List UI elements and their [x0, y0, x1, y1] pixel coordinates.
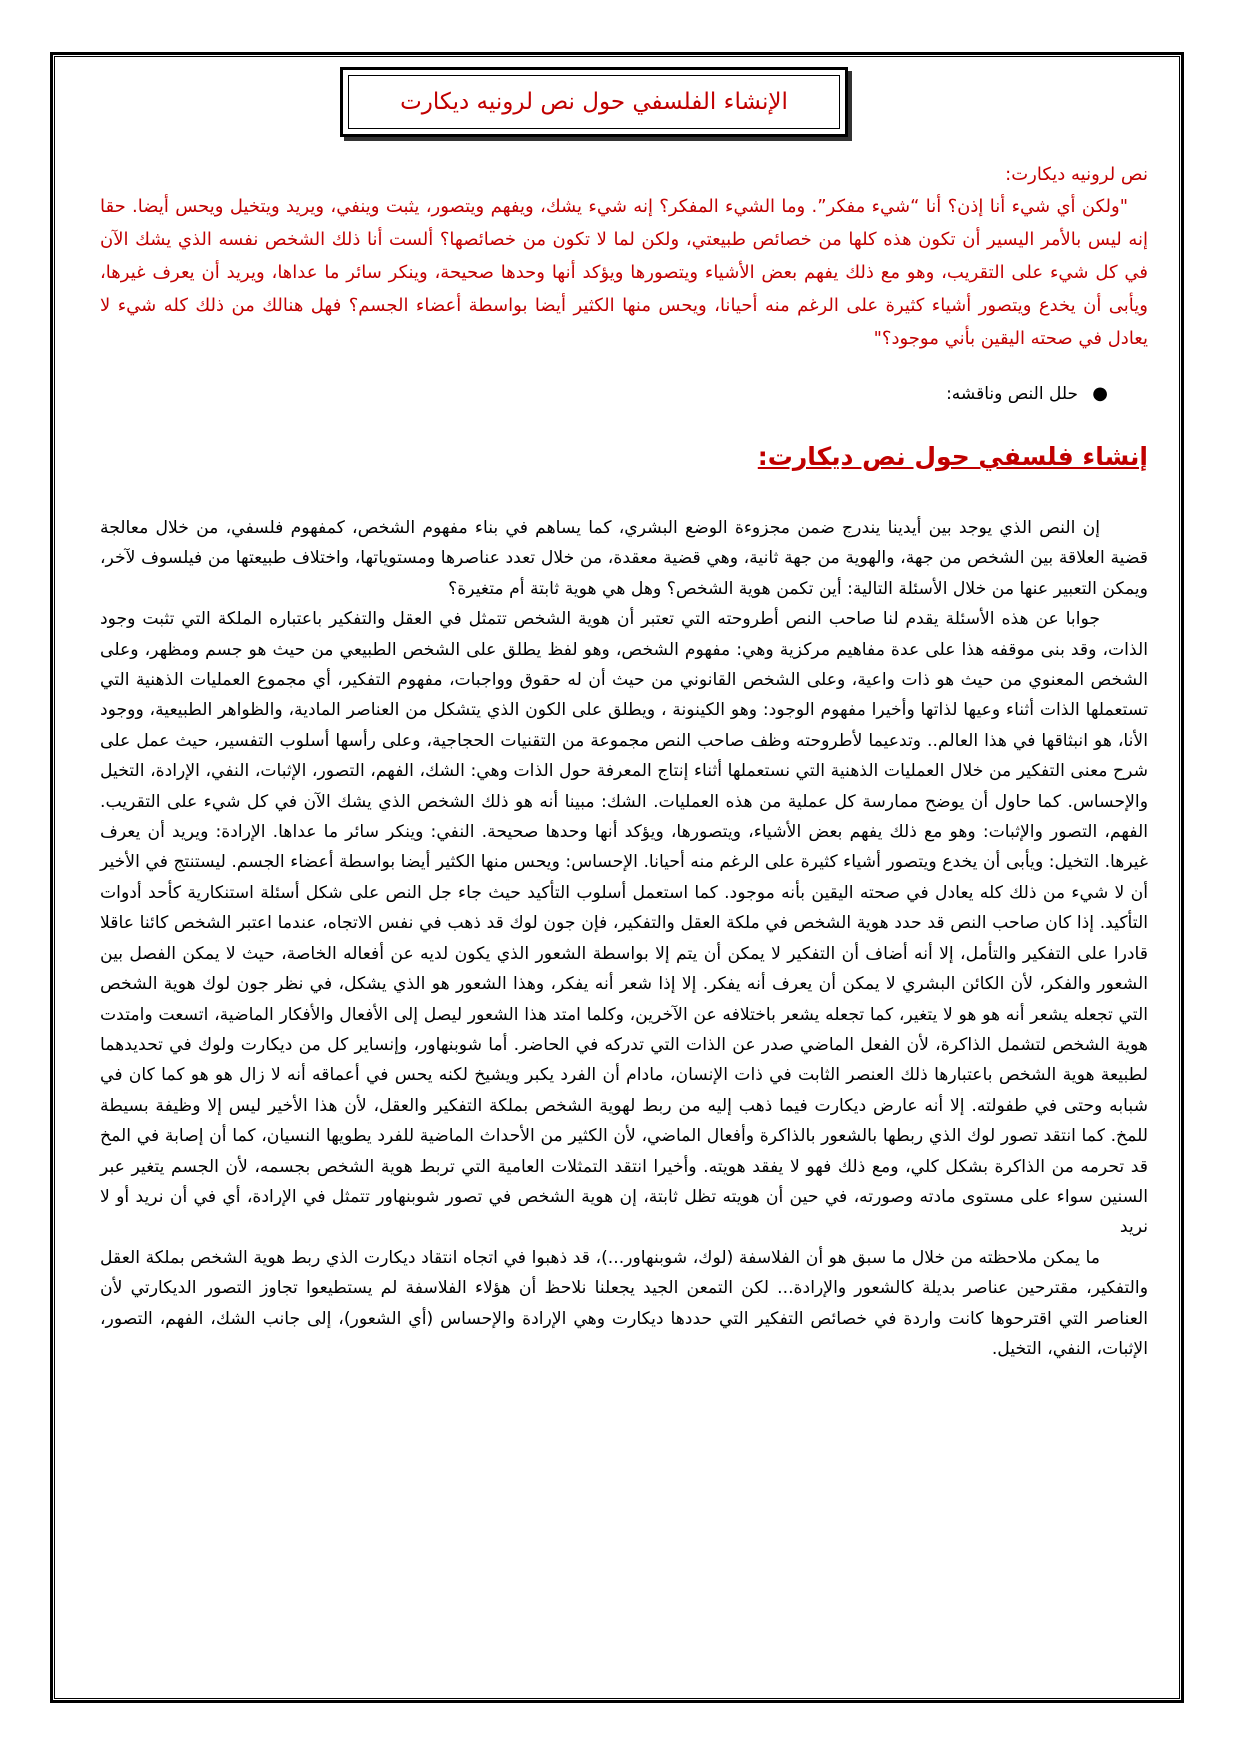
- title-box: [340, 67, 848, 137]
- task-text: حلل النص وناقشه:: [946, 384, 1078, 404]
- bullet-icon: ●: [1092, 383, 1108, 404]
- descartes-quote: "ولكن أي شيء أنا إذن؟ أنا “شيء مفكر”. وما الشيء المفكر؟ إنه شيء يشك، ويفهم ويتصور، يثبت وينفي، ويريد ويتخيل ويحس أيضا. حقا إنه ليس بالأمر اليسير أن تكون هذه كلها من خصائص طبيعتي، ولكن لما لا تكون من خصائصها؟ ألست أنا ذلك الشخص نفسه الذي يشك الآن في كل شيء على التقريب، وهو مع ذلك يفهم بعض الأشياء ويتصورها ويؤكد أنها وحدها صحيحة، وينكر سائر ما عداها، ويريد أن يعرف غيرها، ويأبى أن يخدع ويتصور أشياء كثيرة على الرغم منه أحيانا، ويحس منها الكثير أيضا بواسطة أعضاء الجسم؟ فهل هنالك من ذلك كله شيء لا يعادل في صحته اليقين بأني موجود؟": [100, 196, 1148, 349]
- task-list: [100, 379, 1148, 409]
- essay-body: [100, 513, 1148, 1364]
- essay-paragraph-intro: إن النص الذي يوجد بين أيدينا يندرج ضمن مجزوءة الوضع البشري، كما يساهم في بناء مفهوم الشخص، كمفهوم فلسفي، من خلال معالجة قضية العلاقة بين الشخص من جهة، والهوية من جهة ثانية، وهي قضية معقدة، من خلال تعدد عناصرها ومستوياتها، واختلاف طبيعتها من فيلسوف لآخر، ويمكن التعبير عنها من خلال الأسئلة التالية: أين تكمن هوية الشخص؟ وهل هي هوية ثابتة أم متغيرة؟: [100, 518, 1148, 599]
- task-item: [100, 379, 1108, 409]
- source-label: نص لرونيه ديكارت:: [1005, 164, 1148, 185]
- essay-paragraph-conclusion: ما يمكن ملاحظته من خلال ما سبق هو أن الفلاسفة (لوك، شوبنهاور...)، قد ذهبوا في اتجاه انتقاد ديكارت الذي ربط هوية الشخص بملكة العقل والتفكير، مقترحين عناصر بديلة كالشعور والإرادة... لكن التمعن الجيد يجعلنا نلاحظ أن هؤلاء الفلاسفة لم يستطيعوا تجاوز التصور الديكارتي لأن العناصر التي اقترحوها كانت واردة في خصائص التفكير التي حددها ديكارت وهي الإرادة والإحساس (أي الشعور)، إلى جانب الشك، الفهم، التصور، الإثبات، النفي، التخيل.: [100, 1247, 1148, 1359]
- essay-heading: إنشاء فلسفي حول نص ديكارت:: [757, 442, 1148, 471]
- document-body: [100, 160, 1148, 1364]
- essay-paragraph-analysis: جوابا عن هذه الأسئلة يقدم لنا صاحب النص أطروحته التي تعتبر أن هوية الشخص تتمثل في العقل والتفكير باعتباره الملكة التي تثبت وجود الذات، وقد بنى موقفه هذا على عدة مفاهيم مركزية وهي: مفهوم الشخص، وهو لفظ يطلق على الشخص الطبيعي من حيث هو جسم ومظهر، وعلى الشخص المعنوي من حيث هو ذات واعية، وعلى الشخص القانوني من حيث أن له حقوق وواجبات، مفهوم التفكير، أي مجموع العمليات الذهنية التي تستعملها الذات أثناء وعيها لذاتها وأخيرا مفهوم الوجود: وهو الكينونة ، ويطلق على الكون الذي يتشكل من العناصر المادية، والظواهر الطبيعية، ووجود الأنا، هو انبثاقها في هذا العالم.. وتدعيما لأطروحته وظف صاحب النص مجموعة من التقنيات الحجاجية، وعلى رأسها أسلوب التفسير، حيث عمل على شرح معنى التفكير من خلال العمليات الذهنية التي نستعملها أثناء إنتاج المعرفة حول الذات وهي: الشك، الفهم، التصور، الإثبات، النفي، الإرادة، التخيل والإحساس. كما حاول أن يوضح ممارسة كل عملية من هذه العمليات. الشك: مبينا أنه هو ذلك الشخص الذي يشك الآن في كل شيء على التقريب. الفهم، التصور والإثبات: وهو مع ذلك يفهم بعض الأشياء، ويتصورها، ويؤكد أنها وحدها صحيحة. النفي: وينكر سائر ما عداها. الإرادة: ويريد أن يعرف غيرها. التخيل: ويأبى أن يخدع ويتصور أشياء كثيرة على الرغم منه أحيانا. الإحساس: ويحس منها الكثير أيضا بواسطة أعضاء الجسم. ليستنتج في الأخير أن لا شيء من ذلك كله يعادل في صحته اليقين بأنه موجود. كما استعمل أسلوب التأكيد حيث جاء جل النص على شكل أسئلة استنكارية كأحد أدوات التأكيد. إذا كان صاحب النص قد حدد هوية الشخص في ملكة العقل والتفكير، فإن جون لوك قد ذهب في نفس الاتجاه، عندما اعتبر الشخص كائنا عاقلا قادرا على التفكير والتأمل، إلا أنه أضاف أن التفكير لا يمكن أن يتم إلا بواسطة الشعور الذي يكون لديه عن أفعاله الخاصة، حيث لا يمكن الفصل بين الشعور والفكر، لأن الكائن البشري لا يمكن أن يعرف أنه يفكر. إلا إذا شعر أنه يفكر، وهذا الشعور هو الذي يشكل، في نظر جون لوك هوية الشخص التي تجعله يشعر أنه هو هو لا يتغير، كما تجعله يشعر باختلافه عن الآخرين، وكلما امتد هذا الشعور ليصل إلى الأفعال والأفكار الماضية، اتسعت وامتدت هوية الشخص لتشمل الذاكرة، لأن الفعل الماضي صدر عن الذات التي تدركه في الحاضر. أما شوبنهاور، وإنساير كل من ديكارت ولوك في تحديدهما لطبيعة هوية الشخص باعتبارها ذلك العنصر الثابت في ذات الإنسان، مادام أن الفرد يكبر ويشيخ لكنه يحس في أعماقه أنه لا زال هو هو كما كان في شبابه وحتى في طفولته. إلا أنه عارض ديكارت فيما ذهب إليه من ربط لهوية الشخص بملكة التفكير والعقل، لأن هذا الأخير ليس إلا وظيفة بسيطة للمخ. كما انتقد تصور لوك الذي ربطها بالشعور بالذاكرة وأفعال الماضي، لأن الكثير من الأحداث الماضية للفرد يطويها النسيان، كما أن إصابة في المخ قد تحرمه من الذاكرة بشكل كلي، ومع ذلك فهو لا يفقد هويته. وأخيرا انتقد التمثلات العامية التي تربط هوية الشخص بجسمه، لأن الجسم يتغير عبر السنين سواء على مستوى مادته وصورته، في حين أن هويته تظل ثابتة، إن هوية الشخص في تصور شوبنهاور تتمثل في الإرادة، أي في أن نريد أو لا نريد: [100, 609, 1148, 1238]
- page-title: الإنشاء الفلسفي حول نص لرونيه ديكارت: [348, 75, 840, 129]
